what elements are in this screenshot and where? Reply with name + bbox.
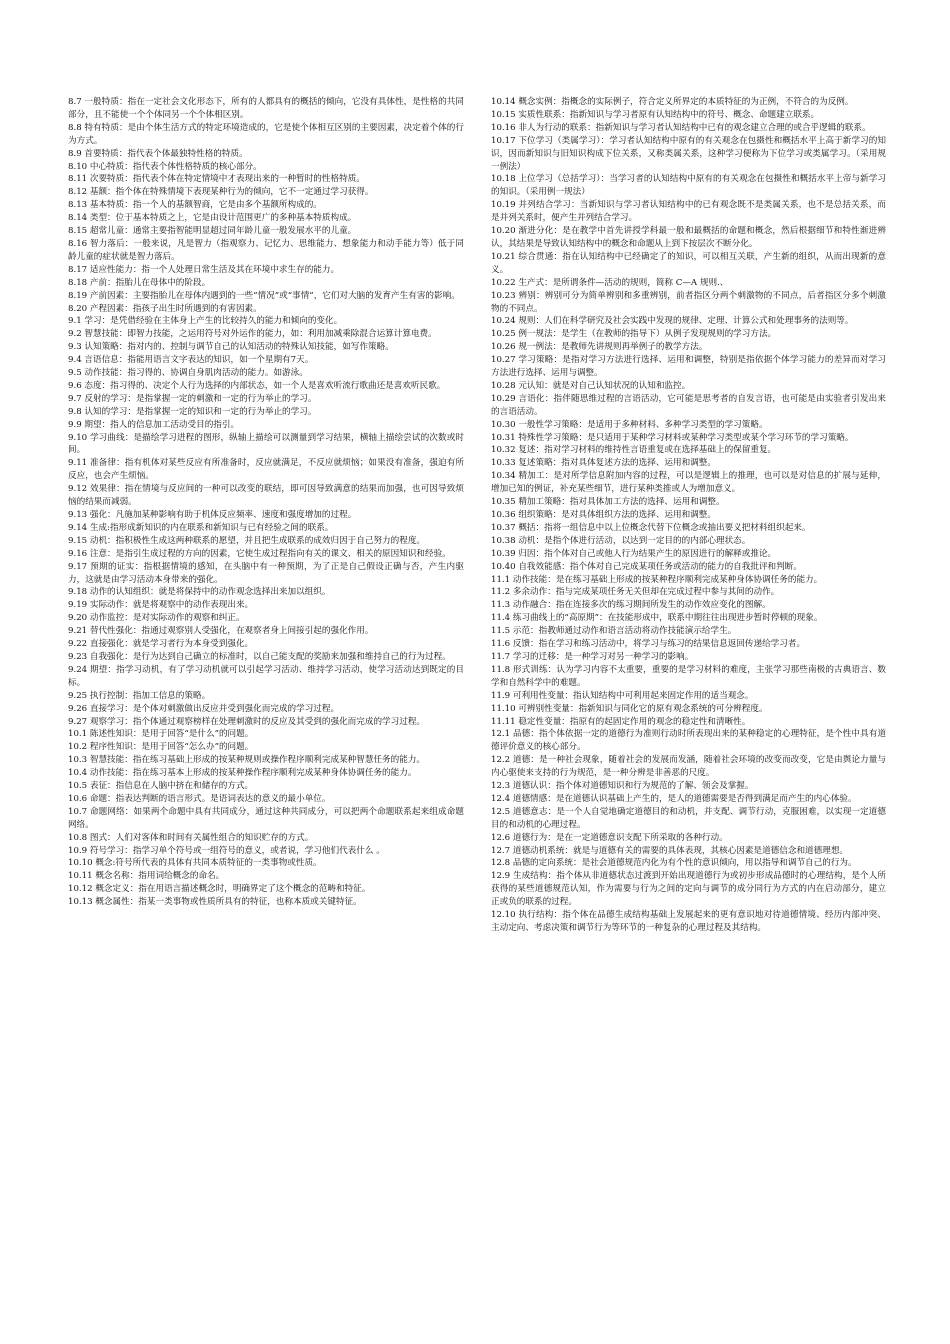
term-entry: 8.17 适应性能力：指一个人处理日常生活及其在环境中求生存的能力。: [68, 264, 340, 275]
term-entry: 10.1 陈述性知识：是用于回答“是什么”的问题。: [68, 729, 254, 740]
term-entry: 11.10 可辨别性变量：指新知识与同化它的原有观念系统的可分辨程度。: [491, 703, 768, 714]
term-entry: 10.32 复述：指对学习材料的维持性言语重复或在选择基础上的保留重复。: [491, 445, 777, 456]
term-entry: 9.9 期望：指人的信息加工活动受目的指引。: [68, 419, 240, 430]
term-entry: 10.20 渐进分化：是在教学中首先讲授学科最一般和最概括的命题和概念，然后根据细节和特性渐进辨认，其结果是导致认知结构中的概念和命题从上到下按层次不断分化。: [491, 226, 886, 249]
term-entry: 9.4 言语信息：指能用语言文字表达的知识，如一个星期有7天。: [68, 355, 314, 366]
term-entry: 10.27 学习策略：是指对学习方法进行选择、运用和调整，特别是指依据个体学习能力的差异而对学习方法进行选择、运用与调整。: [491, 355, 886, 379]
term-entry: 9.19 实际动作：就是将观察中的动作表现出来。: [68, 600, 254, 611]
term-entry: 9.22 直接强化：就是学习者行为本身受到强化。: [68, 639, 254, 650]
term-entry: 9.7 反射的学习：是指掌握一定的刺激和一定的行为举止的学习。: [68, 393, 317, 404]
term-entry: 9.12 效果律：指在情境与反应间的一种可以改变的联结，即可因导致满意的结果而加强，也可因导致烦恼的结果而减弱。: [68, 484, 464, 508]
term-entry: 9.3 认知策略：指对内的、控制与调节自己的认知活动的特殊认知技能，如写作策略。: [68, 342, 394, 353]
term-entry: 11.2 多余动作：指与完成某项任务无关但却在完成过程中参与其间的动作。: [491, 587, 780, 598]
term-entry: 9.17 预期的证实：指根据情境的感知，在头脑中有一种预期，为了正是自己假设正确与否，产生内驱力，这就是由学习活动本身带来的强化。: [68, 561, 464, 585]
term-entry: 10.15 实质性联系：指新知识与学习者原有认知结构中的符号、概念、命题建立联系。: [491, 109, 820, 120]
term-entry: 9.5 动作技能：指习得的、协调自身肌肉活动的能力。如游泳。: [68, 368, 308, 379]
term-entry: 9.15 动机：指积极性生成这两种联系的愿望，并且把生成联系的成效归因于自己努力的程度。: [68, 535, 426, 546]
term-entry: 10.38 动机：是指个体进行活动，以达到一定目的的内部心理状态。: [491, 535, 751, 546]
term-entry: 10.36 组织策略：是对具体组织方法的选择、运用和调整。: [491, 510, 716, 520]
left-column: [68, 96, 464, 1276]
term-entry: 10.14 概念实例：指概念的实际例子，符合定义所界定的本质特征的为正例，不符合的为反例。: [491, 97, 854, 107]
term-entry: 8.7 一般特质：指在一定社会文化形态下，所有的人都具有的概括的倾向，它没有具体性，是性格的共同部分，且不能使一个个体同另一个个体相区别。: [68, 97, 464, 120]
term-entry: 12.5 道德意志：是一个人自觉地确定道德目的和动机，并支配、调节行动，克服困难，以实现一定道德目的和动机的心理过程。: [491, 806, 886, 830]
term-entry: 12.4 道德情感：是在道德认识基础上产生的，是人的道德需要是否得到满足而产生的内心体验。: [491, 793, 857, 804]
term-entry: 10.37 概括：指将一组信息中以上位概念代替下位概念或抽出要义把材料组织起来。: [491, 522, 811, 533]
term-entry: 10.21 综合贯通：指在认知结构中已经确定了的知识，可以相互关联，产生新的组织，从而出现新的意义。: [491, 251, 886, 275]
term-entry: 10.30 一般性学习策略：是适用于多种材料、多种学习类型的学习策略。: [491, 419, 768, 430]
term-entry: 9.26 直接学习：是个体对刺激做出反应并受到强化而完成的学习过程。: [68, 703, 340, 714]
term-entry: 9.11 准备律：指有机体对某些反应有所准备时，反应就满足，不反应就烦恼；如果没有准备，强迫有所反应，也会产生烦恼。: [68, 458, 464, 482]
term-entry: 10.25 例一规法：是学生（在教师的指导下）从例子发现规则的学习方法。: [491, 329, 777, 340]
term-entry: 9.20 动作监控：是对实际动作的观察和纠正。: [68, 613, 245, 624]
term-entry: 12.1 品德：指个体依据一定的道德行为准则行动时所表现出来的某种稳定的心理特征，是个性中具有道德评价意义的核心部分。: [491, 729, 886, 753]
term-entry: 9.25 执行控制：指加工信息的策略。: [68, 690, 211, 701]
term-entry: 8.10 中心特质：指代表个体性格特质的核心部分。: [68, 161, 262, 172]
term-entry: 8.11 次要特质：指代表个体在特定情境中才表现出来的一种暂时的性格特质。: [68, 174, 365, 185]
term-entry: 9.23 自我强化：是行为达到自己确立的标准时，以自己能支配的奖励来加强和维持自己的行为过程。: [68, 651, 451, 662]
term-entry: 12.6 道德行为：是在一定道德意识支配下所采取的各种行动。: [491, 832, 728, 843]
term-entry: 11.6 反馈：指在学习和练习活动中，将学习与练习的结果信息返回传递给学习者。: [491, 639, 806, 650]
term-entry: 10.33 复述策略：指对具体复述方法的选择、运用和调整。: [491, 458, 716, 469]
term-entry: 10.9 符号学习：指学习单个符号或一组符号的意义，或者说，学习他们代表什么 。: [68, 845, 385, 856]
term-entry: 10.22 生产式：是所谓条件—活动的规则，简称 C—A 规则.、: [491, 277, 729, 288]
term-entry: 12.8 品德的定向系统：是社会道德规范内化为有个性的意识倾向，用以指导和调节自己的行为。: [491, 858, 857, 869]
term-entry: 9.21 替代性强化：指通过观察别人受强化，在观察者身上间接引起的强化作用。: [68, 626, 374, 637]
term-entry: 12.7 道德动机系统：就是与道德有关的需要的具体表现，其核心因素是道德信念和道德理想。: [491, 845, 849, 856]
term-entry: 12.10 执行结构：指个体在品德生成结构基础上发展起来的更有意识地对待道德情境、经历内部冲突、主动定向、考虑决策和调节行为等环节的一种复杂的心理过程及其结构。: [491, 910, 886, 933]
term-entry: 10.13 概念属性：指某一类事物或性质所具有的特征，也称本质或关键特征。: [68, 897, 362, 908]
term-entry: 10.7 命题网络：如果两个命题中具有共同成分，通过这种共同成分，可以把两个命题联系起来组成命题网络。: [68, 806, 464, 830]
term-entry: 8.14 类型：位于基本特质之上，它是由设计范围更广的多种基本特质构成。: [68, 213, 357, 224]
term-entry: 9.13 强化：凡施加某种影响有助于机体反应频率、速度和强度增加的过程。: [68, 510, 357, 520]
right-column: [491, 96, 886, 1276]
term-entry: 10.19 并列结合学习：当新知识与学习者认知结构中的已有观念既不是类属关系，也不是总括关系，而是并列关系时，便产生并列结合学习。: [491, 200, 886, 224]
term-entry: 8.13 基本特质：指一个人的基额智商，它是由多个基额所构成的。: [68, 200, 322, 211]
term-entry: 10.11 概念名称：指用词给概念的命名。: [68, 871, 225, 882]
term-entry: 10.40 自我效能感：指个体对自己完成某项任务或活动的能力的自我批评和判断。: [491, 561, 802, 572]
term-entry: 11.7 学习的迁移：是一种学习对另一种学习的影响。: [491, 651, 694, 662]
term-entry: 10.6 命题：指表达判断的语言形式。是语词表达的意义的最小单位。: [68, 793, 331, 804]
term-entry: 10.26 规一例法：是教师先讲规则再举例子的教学方法。: [491, 342, 708, 353]
term-entry: 10.2 程序性知识：是用于回答“怎么办”的问题。: [68, 742, 254, 753]
term-entry: 8.16 智力落后：一般来说，凡是智力（指观察力、记忆力、思维能力、想象能力和动手能力等）低于同龄儿童的症状就是智力落后。: [68, 238, 464, 262]
term-entry: 8.18 产前：指胎儿在母体中的阶段。: [68, 277, 211, 288]
term-entry: 10.5 表征：指信息在人脑中挤在和储存的方式。: [68, 781, 254, 792]
term-entry: 10.4 动作技能：指在练习基本上形成的按某种操作程序顺利完成某种身体协调任务的能力。: [68, 768, 417, 779]
term-entry: 10.29 言语化：指伴随思维过程的言语活动，它可能是思考者的自发言语，也可能是由实验者引发出来的言语活动。: [491, 393, 886, 417]
term-entry: 10.8 图式：人们对客体和时间有关属性组合的知识贮存的方式。: [68, 832, 314, 843]
term-entry: 8.20 产程因素：指孩子出生时所遇到的有害因素。: [68, 303, 262, 314]
term-entry: 11.4 练习曲线上的“高原期”：在技能形成中，联系中期往往出现进步暂时停顿的现象。: [491, 613, 823, 624]
term-entry: 12.9 生成结构：指个体从非道德状态过渡到开始出现道德行为或初步形成品德时的心理结构，是个人所获得的某些道德规范认知，作为需要与行为之间的定向与调节的成分同行为方式的内在启动部分，建立正或负的联系的过程。: [491, 871, 886, 908]
term-entry: 10.3 智慧技能：指在练习基础上形成的按某种规则或操作程序顺利完成某种智慧任务的能力。: [68, 755, 426, 766]
term-entry: 12.2 道德：是一种社会现象，随着社会的发展而发涵，随着社会环境的改变而改变，它是由舆论力量与内心驱使来支持的行为规范，是一种分辨是非善恶的尺度。: [491, 755, 886, 779]
term-entry: 10.18 上位学习（总括学习）：当学习者的认知结构中原有的有关观念在包摄性和概括水平上帝与新学习的知识。（采用例一规法）: [491, 174, 886, 198]
term-entry: 11.5 示范：指教师通过动作和语言活动将动作技能演示给学生。: [491, 626, 737, 637]
term-entry: 8.12 基额：指个体在特殊情境下表现某种行为的倾向，它不一定通过学习获得。: [68, 187, 374, 198]
term-entry: 10.39 归因：指个体对自己或他人行为结果产生的原因进行的解释或推论。: [491, 548, 777, 559]
term-entry: 11.3 动作融合：指在连接多次的练习期间所发生的动作效应变化的图解。: [491, 600, 771, 611]
term-entry: 10.16 非人为行动的联系：指新知识与学习者认知结构中已有的观念建立合理的或合乎逻辑的联系。: [491, 122, 871, 133]
term-entry: 9.8 认知的学习：是指掌握一定的知识和一定的行为举止的学习。: [68, 406, 317, 417]
term-entry: 9.1 学习：是凭借经验在主体身上产生的比较持久的能力和倾向的变化。: [68, 316, 343, 327]
term-entry: 9.27 观察学习：指个体通过观察榜样在处理刺激时的反应及其受到的强化而完成的学习过程。: [68, 716, 426, 727]
term-entry: 10.24 规则：人们在科学研究及社会实践中发现的规律、定理、计算公式和处理事务的法则等。: [491, 316, 854, 327]
term-entry: 10.31 特殊性学习策略：是只适用于某种学习材料或某种学习类型或某个学习环节的学习策略。: [491, 432, 854, 443]
term-entry: 9.10 学习曲线：是描绘学习进程的图形，纵轴上描绘可以测量到学习结果，横轴上描绘尝试的次数或时间。: [68, 432, 464, 456]
term-entry: 8.8 特有特质：是由个体生活方式的特定环境造成的，它是使个体相互区别的主要因素，决定着个体的行为方式。: [68, 122, 464, 146]
term-entry: 10.10 概念:符号所代表的具体有共同本质特征的一类事物或性质。: [68, 858, 322, 869]
term-entry: 10.17 下位学习（类属学习）：学习者认知结构中原有的有关观念在包摄性和概括水平上高于新学习的知识，因而新知识与旧知识构成下位关系，又称类属关系，这种学习便称为下位学习或类属学习。（采用规一例法）: [491, 135, 886, 172]
term-entry: 11.8 形式训练：认为学习内容不太重要，重要的是学习材料的难度，主张学习那些南极的古典语言、数学和自然科学中的难题。: [491, 664, 886, 688]
term-entry: 9.14 生成:指形成新知识的内在联系和新知识与已有经验之间的联系。: [68, 522, 334, 533]
term-entry: 10.12 概念定义：指在用语言描述概念时，明确界定了这个概念的范畴和特征。: [68, 884, 371, 895]
term-entry: 9.24 期望：指学习动机，有了学习动机就可以引起学习活动、维持学习活动，使学习活动达到既定的目标。: [68, 664, 464, 688]
term-entry: 9.16 注意：是指引生成过程的方向的因素，它使生成过程指向有关的课文、相关的原因知识和经验。: [68, 548, 451, 559]
term-entry: 8.15 超常儿童：通常主要指智能明显超过同年龄儿童一般发展水平的儿童。: [68, 226, 357, 237]
term-entry: 9.2 智慧技能：即智力技能，之运用符号对外运作的能力，如：利用加减乘除混合运算计算电费。: [68, 329, 437, 340]
term-entry: 9.6 态度：指习得的、决定个人行为选择的内部状态，如一个人是喜欢听流行歌曲还是喜欢听民歌。: [68, 380, 446, 391]
term-entry: 11.9 可利用性变量：指认知结构中可利用起来固定作用的适当观念。: [491, 690, 754, 701]
term-entry: 10.34 精加工：是对所学信息附加内容的过程，可以是逻辑上的推理，也可以是对信息的扩展与延伸，增加已知的例证，补充某些细节，进行某种类推或人为增加意义。: [491, 471, 886, 495]
term-entry: 10.28 元认知：就是对自己认知状况的认知和监控。: [491, 380, 691, 391]
term-entry: 8.9 首要特质：指代表个体最独特性格的特质。: [68, 148, 248, 159]
term-entry: 11.1 动作技能：是在练习基础上形成的按某种程序顺利完成某种身体协调任务的能力。: [491, 574, 823, 585]
term-entry: 12.3 道德认识：指个体对道德知识和行为规范的了解、领会及掌握。: [491, 781, 754, 792]
term-entry: 10.35 精加工策略：指对具体加工方法的选择、运用和调整。: [491, 497, 725, 508]
term-entry: 11.11 稳定性变量：指原有的起固定作用的观念的稳定性和清晰性。: [491, 716, 751, 727]
term-entry: 9.18 动作的认知组织：就是将保持中的动作观念选择出来加以组织。: [68, 587, 331, 598]
term-entry: 8.19 产前因素：主要指胎儿在母体内遇到的一些“情况”或“事情”，它们对大脑的发育产生有害的影响。: [68, 290, 460, 301]
term-entry: 10.23 辨别：辨别可分为简单辨别和多重辨别，前者指区分两个刺激物的不同点，后者指区分多个刺激物的不同点。: [491, 290, 886, 314]
